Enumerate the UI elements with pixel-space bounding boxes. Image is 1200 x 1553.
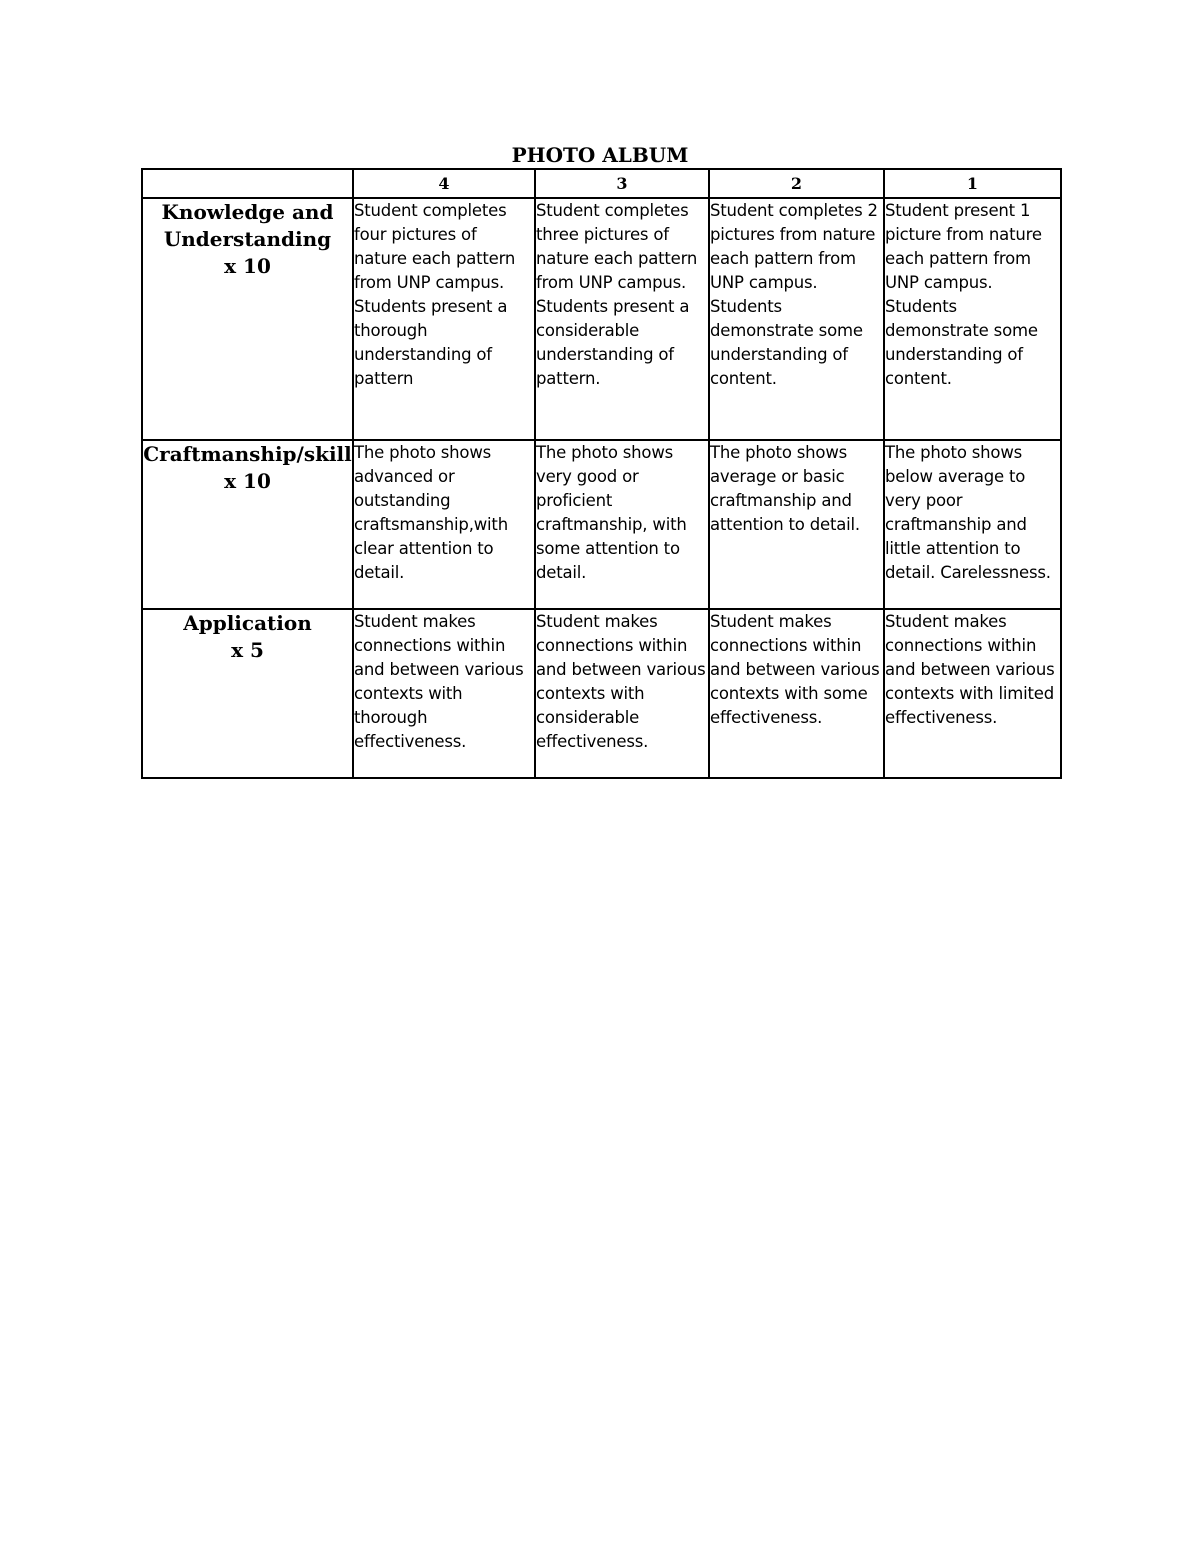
criterion-weight: x 5 (231, 638, 264, 662)
descriptor-cell: Student makes connections within and between various contexts with considerable effectiveness. (535, 609, 709, 778)
header-row (142, 169, 1061, 198)
score-header-3: 3 (535, 169, 709, 198)
descriptor-cell: Student completes three pictures of nature each pattern from UNP campus. Students present a considerable understanding of pattern. (535, 198, 709, 440)
descriptor-cell: Student makes connections within and between various contexts with thorough effectiveness. (353, 609, 535, 778)
descriptor-cell: Student present 1 picture from nature each pattern from UNP campus. Students demonstrate some understanding of content. (884, 198, 1061, 440)
criterion-weight: x 10 (224, 254, 271, 278)
descriptor-cell: Student makes connections within and between various contexts with limited effectiveness. (884, 609, 1061, 778)
corner-cell (142, 169, 353, 198)
criterion-weight: x 10 (224, 469, 271, 493)
table-row (142, 609, 1061, 778)
descriptor-cell: The photo shows advanced or outstanding craftsmanship,with clear attention to detail. (353, 440, 535, 609)
criterion-label: Application (183, 611, 312, 635)
table-row (142, 198, 1061, 440)
descriptor-cell: Student completes 2 pictures from nature each pattern from UNP campus. Students demonstrate some understanding of content. (709, 198, 884, 440)
page-title: PHOTO ALBUM (511, 143, 689, 167)
descriptor-cell: Student completes four pictures of nature each pattern from UNP campus. Students present a thorough understanding of pattern (353, 198, 535, 440)
rubric-table (141, 168, 1062, 779)
descriptor-cell: Student makes connections within and between various contexts with some effectiveness. (709, 609, 884, 778)
criterion-label: Understanding (163, 227, 332, 251)
score-header-2: 2 (709, 169, 884, 198)
descriptor-cell: The photo shows average or basic craftmanship and attention to detail. (709, 440, 884, 609)
criterion-knowledge (142, 198, 353, 440)
criterion-application (142, 609, 353, 778)
score-header-4: 4 (353, 169, 535, 198)
table-row (142, 440, 1061, 609)
descriptor-cell: The photo shows below average to very poor craftmanship and little attention to detail. Carelessness. (884, 440, 1061, 609)
score-header-1: 1 (884, 169, 1061, 198)
criterion-craftmanship (142, 440, 353, 609)
criterion-label: Knowledge and (161, 200, 334, 224)
criterion-label: Craftmanship/skill (143, 442, 352, 466)
descriptor-cell: The photo shows very good or proficient craftmanship, with some attention to detail. (535, 440, 709, 609)
